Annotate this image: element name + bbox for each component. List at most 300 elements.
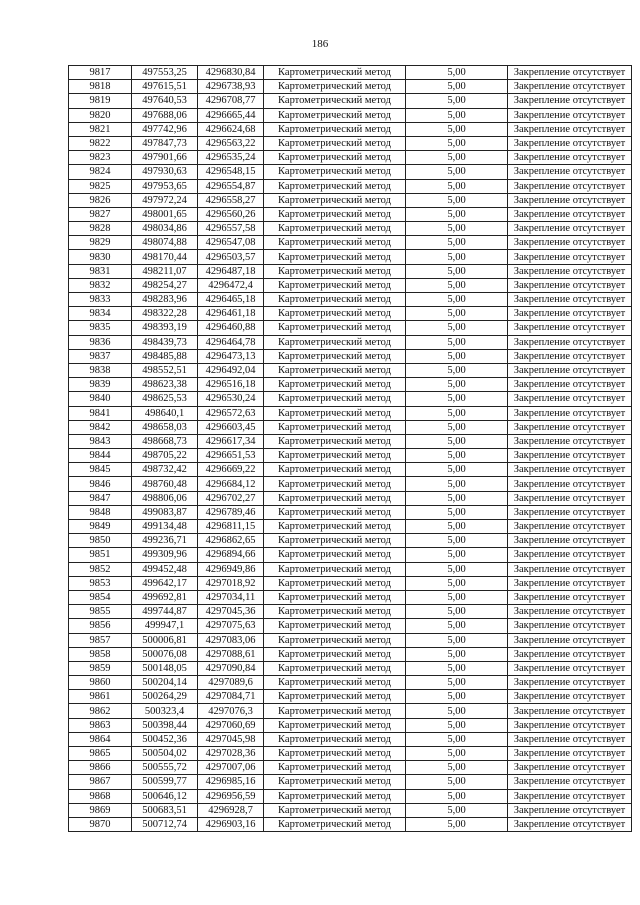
accuracy-cell: 5,00	[406, 363, 508, 377]
accuracy-cell: 5,00	[406, 293, 508, 307]
method-cell: Картометрический метод	[264, 293, 406, 307]
x-coordinate-cell: 500076,08	[132, 647, 198, 661]
method-cell: Картометрический метод	[264, 775, 406, 789]
y-coordinate-cell: 4296465,18	[198, 293, 264, 307]
point-number-cell: 9832	[69, 278, 132, 292]
description-cell: Закрепление отсутствует	[508, 66, 632, 80]
description-cell: Закрепление отсутствует	[508, 704, 632, 718]
x-coordinate-cell: 498658,03	[132, 420, 198, 434]
y-coordinate-cell: 4296473,13	[198, 349, 264, 363]
y-coordinate-cell: 4296503,57	[198, 250, 264, 264]
method-cell: Картометрический метод	[264, 363, 406, 377]
y-coordinate-cell: 4296530,24	[198, 392, 264, 406]
table-row	[69, 817, 632, 831]
method-cell: Картометрический метод	[264, 803, 406, 817]
table-row	[69, 378, 632, 392]
point-number-cell: 9822	[69, 136, 132, 150]
x-coordinate-cell: 498074,88	[132, 236, 198, 250]
method-cell: Картометрический метод	[264, 80, 406, 94]
accuracy-cell: 5,00	[406, 775, 508, 789]
x-coordinate-cell: 500204,14	[132, 676, 198, 690]
x-coordinate-cell: 497847,73	[132, 136, 198, 150]
description-cell: Закрепление отсутствует	[508, 676, 632, 690]
description-cell: Закрепление отсутствует	[508, 349, 632, 363]
method-cell: Картометрический метод	[264, 108, 406, 122]
y-coordinate-cell: 4296665,44	[198, 108, 264, 122]
description-cell: Закрепление отсутствует	[508, 80, 632, 94]
y-coordinate-cell: 4296985,16	[198, 775, 264, 789]
table-row	[69, 789, 632, 803]
accuracy-cell: 5,00	[406, 236, 508, 250]
description-cell: Закрепление отсутствует	[508, 718, 632, 732]
description-cell: Закрепление отсутствует	[508, 335, 632, 349]
y-coordinate-cell: 4296560,26	[198, 207, 264, 221]
x-coordinate-cell: 498732,42	[132, 463, 198, 477]
table-row	[69, 704, 632, 718]
point-number-cell: 9836	[69, 335, 132, 349]
method-cell: Картометрический метод	[264, 406, 406, 420]
method-cell: Картометрический метод	[264, 151, 406, 165]
y-coordinate-cell: 4297060,69	[198, 718, 264, 732]
description-cell: Закрепление отсутствует	[508, 505, 632, 519]
y-coordinate-cell: 4296572,63	[198, 406, 264, 420]
table-row	[69, 661, 632, 675]
table-row	[69, 420, 632, 434]
y-coordinate-cell: 4296928,7	[198, 803, 264, 817]
method-cell: Картометрический метод	[264, 449, 406, 463]
description-cell: Закрепление отсутствует	[508, 406, 632, 420]
method-cell: Картометрический метод	[264, 505, 406, 519]
point-number-cell: 9860	[69, 676, 132, 690]
point-number-cell: 9818	[69, 80, 132, 94]
x-coordinate-cell: 499642,17	[132, 576, 198, 590]
method-cell: Картометрический метод	[264, 179, 406, 193]
y-coordinate-cell: 4297083,06	[198, 633, 264, 647]
x-coordinate-cell: 500323,4	[132, 704, 198, 718]
accuracy-cell: 5,00	[406, 136, 508, 150]
y-coordinate-cell: 4296460,88	[198, 321, 264, 335]
method-cell: Картометрический метод	[264, 335, 406, 349]
x-coordinate-cell: 498211,07	[132, 264, 198, 278]
method-cell: Картометрический метод	[264, 434, 406, 448]
table-row	[69, 179, 632, 193]
table-row	[69, 747, 632, 761]
y-coordinate-cell: 4296624,68	[198, 122, 264, 136]
x-coordinate-cell: 498001,65	[132, 207, 198, 221]
y-coordinate-cell: 4297045,36	[198, 605, 264, 619]
method-cell: Картометрический метод	[264, 321, 406, 335]
accuracy-cell: 5,00	[406, 562, 508, 576]
method-cell: Картометрический метод	[264, 136, 406, 150]
method-cell: Картометрический метод	[264, 307, 406, 321]
description-cell: Закрепление отсутствует	[508, 193, 632, 207]
x-coordinate-cell: 500148,05	[132, 661, 198, 675]
description-cell: Закрепление отсутствует	[508, 434, 632, 448]
accuracy-cell: 5,00	[406, 250, 508, 264]
method-cell: Картометрический метод	[264, 122, 406, 136]
accuracy-cell: 5,00	[406, 434, 508, 448]
point-number-cell: 9833	[69, 293, 132, 307]
point-number-cell: 9858	[69, 647, 132, 661]
accuracy-cell: 5,00	[406, 278, 508, 292]
table-row	[69, 335, 632, 349]
description-cell: Закрепление отсутствует	[508, 590, 632, 604]
table-row	[69, 193, 632, 207]
table-row	[69, 534, 632, 548]
accuracy-cell: 5,00	[406, 264, 508, 278]
point-number-cell: 9868	[69, 789, 132, 803]
description-cell: Закрепление отсутствует	[508, 775, 632, 789]
description-cell: Закрепление отсутствует	[508, 647, 632, 661]
x-coordinate-cell: 497615,51	[132, 80, 198, 94]
y-coordinate-cell: 4296738,93	[198, 80, 264, 94]
point-number-cell: 9855	[69, 605, 132, 619]
point-number-cell: 9843	[69, 434, 132, 448]
point-number-cell: 9834	[69, 307, 132, 321]
accuracy-cell: 5,00	[406, 307, 508, 321]
accuracy-cell: 5,00	[406, 349, 508, 363]
method-cell: Картометрический метод	[264, 676, 406, 690]
y-coordinate-cell: 4296894,66	[198, 548, 264, 562]
accuracy-cell: 5,00	[406, 718, 508, 732]
accuracy-cell: 5,00	[406, 378, 508, 392]
accuracy-cell: 5,00	[406, 817, 508, 831]
accuracy-cell: 5,00	[406, 122, 508, 136]
accuracy-cell: 5,00	[406, 647, 508, 661]
y-coordinate-cell: 4297018,92	[198, 576, 264, 590]
accuracy-cell: 5,00	[406, 392, 508, 406]
x-coordinate-cell: 497742,96	[132, 122, 198, 136]
table-row	[69, 803, 632, 817]
table-row	[69, 207, 632, 221]
y-coordinate-cell: 4296547,08	[198, 236, 264, 250]
description-cell: Закрепление отсутствует	[508, 732, 632, 746]
description-cell: Закрепление отсутствует	[508, 122, 632, 136]
table-row	[69, 505, 632, 519]
point-number-cell: 9826	[69, 193, 132, 207]
method-cell: Картометрический метод	[264, 94, 406, 108]
x-coordinate-cell: 498668,73	[132, 434, 198, 448]
y-coordinate-cell: 4296487,18	[198, 264, 264, 278]
description-cell: Закрепление отсутствует	[508, 151, 632, 165]
y-coordinate-cell: 4296903,16	[198, 817, 264, 831]
point-number-cell: 9820	[69, 108, 132, 122]
method-cell: Картометрический метод	[264, 619, 406, 633]
method-cell: Картометрический метод	[264, 349, 406, 363]
y-coordinate-cell: 4296956,59	[198, 789, 264, 803]
point-number-cell: 9842	[69, 420, 132, 434]
method-cell: Картометрический метод	[264, 420, 406, 434]
y-coordinate-cell: 4296492,04	[198, 363, 264, 377]
description-cell: Закрепление отсутствует	[508, 236, 632, 250]
description-cell: Закрепление отсутствует	[508, 94, 632, 108]
point-number-cell: 9847	[69, 491, 132, 505]
table-row	[69, 122, 632, 136]
table-row	[69, 775, 632, 789]
y-coordinate-cell: 4297028,36	[198, 747, 264, 761]
x-coordinate-cell: 497640,53	[132, 94, 198, 108]
accuracy-cell: 5,00	[406, 690, 508, 704]
x-coordinate-cell: 498034,86	[132, 222, 198, 236]
point-number-cell: 9850	[69, 534, 132, 548]
method-cell: Картометрический метод	[264, 718, 406, 732]
y-coordinate-cell: 4296789,46	[198, 505, 264, 519]
description-cell: Закрепление отсутствует	[508, 477, 632, 491]
accuracy-cell: 5,00	[406, 491, 508, 505]
x-coordinate-cell: 498552,51	[132, 363, 198, 377]
description-cell: Закрепление отсутствует	[508, 548, 632, 562]
x-coordinate-cell: 500683,51	[132, 803, 198, 817]
point-number-cell: 9840	[69, 392, 132, 406]
y-coordinate-cell: 4296472,4	[198, 278, 264, 292]
point-number-cell: 9824	[69, 165, 132, 179]
table-row	[69, 619, 632, 633]
method-cell: Картометрический метод	[264, 704, 406, 718]
method-cell: Картометрический метод	[264, 562, 406, 576]
description-cell: Закрепление отсутствует	[508, 420, 632, 434]
table-row	[69, 562, 632, 576]
point-number-cell: 9839	[69, 378, 132, 392]
table-row	[69, 278, 632, 292]
accuracy-cell: 5,00	[406, 477, 508, 491]
x-coordinate-cell: 499947,1	[132, 619, 198, 633]
method-cell: Картометрический метод	[264, 590, 406, 604]
method-cell: Картометрический метод	[264, 264, 406, 278]
method-cell: Картометрический метод	[264, 392, 406, 406]
method-cell: Картометрический метод	[264, 605, 406, 619]
point-number-cell: 9829	[69, 236, 132, 250]
table-row	[69, 363, 632, 377]
point-number-cell: 9864	[69, 732, 132, 746]
table-row	[69, 449, 632, 463]
accuracy-cell: 5,00	[406, 548, 508, 562]
description-cell: Закрепление отсутствует	[508, 803, 632, 817]
accuracy-cell: 5,00	[406, 449, 508, 463]
point-number-cell: 9838	[69, 363, 132, 377]
y-coordinate-cell: 4296949,86	[198, 562, 264, 576]
table-row	[69, 392, 632, 406]
point-number-cell: 9869	[69, 803, 132, 817]
accuracy-cell: 5,00	[406, 94, 508, 108]
point-number-cell: 9852	[69, 562, 132, 576]
table-row	[69, 491, 632, 505]
accuracy-cell: 5,00	[406, 108, 508, 122]
method-cell: Картометрический метод	[264, 817, 406, 831]
table-row	[69, 633, 632, 647]
table-row	[69, 463, 632, 477]
point-number-cell: 9856	[69, 619, 132, 633]
description-cell: Закрепление отсутствует	[508, 207, 632, 221]
description-cell: Закрепление отсутствует	[508, 250, 632, 264]
point-number-cell: 9823	[69, 151, 132, 165]
y-coordinate-cell: 4297076,3	[198, 704, 264, 718]
accuracy-cell: 5,00	[406, 321, 508, 335]
method-cell: Картометрический метод	[264, 548, 406, 562]
table-row	[69, 690, 632, 704]
accuracy-cell: 5,00	[406, 207, 508, 221]
description-cell: Закрепление отсутствует	[508, 605, 632, 619]
accuracy-cell: 5,00	[406, 590, 508, 604]
x-coordinate-cell: 498254,27	[132, 278, 198, 292]
y-coordinate-cell: 4296535,24	[198, 151, 264, 165]
table-row	[69, 264, 632, 278]
x-coordinate-cell: 498640,1	[132, 406, 198, 420]
table-row	[69, 307, 632, 321]
accuracy-cell: 5,00	[406, 420, 508, 434]
description-cell: Закрепление отсутствует	[508, 817, 632, 831]
description-cell: Закрепление отсутствует	[508, 307, 632, 321]
method-cell: Картометрический метод	[264, 193, 406, 207]
x-coordinate-cell: 500555,72	[132, 761, 198, 775]
x-coordinate-cell: 498485,88	[132, 349, 198, 363]
x-coordinate-cell: 499452,48	[132, 562, 198, 576]
table-row	[69, 548, 632, 562]
y-coordinate-cell: 4297007,06	[198, 761, 264, 775]
y-coordinate-cell: 4297075,63	[198, 619, 264, 633]
method-cell: Картометрический метод	[264, 747, 406, 761]
y-coordinate-cell: 4296464,78	[198, 335, 264, 349]
method-cell: Картометрический метод	[264, 576, 406, 590]
table-row	[69, 66, 632, 80]
method-cell: Картометрический метод	[264, 165, 406, 179]
description-cell: Закрепление отсутствует	[508, 293, 632, 307]
table-row	[69, 94, 632, 108]
accuracy-cell: 5,00	[406, 66, 508, 80]
method-cell: Картометрический метод	[264, 378, 406, 392]
y-coordinate-cell: 4296558,27	[198, 193, 264, 207]
point-number-cell: 9870	[69, 817, 132, 831]
x-coordinate-cell: 498439,73	[132, 335, 198, 349]
method-cell: Картометрический метод	[264, 463, 406, 477]
accuracy-cell: 5,00	[406, 151, 508, 165]
x-coordinate-cell: 499134,48	[132, 520, 198, 534]
method-cell: Картометрический метод	[264, 222, 406, 236]
accuracy-cell: 5,00	[406, 534, 508, 548]
y-coordinate-cell: 4296461,18	[198, 307, 264, 321]
method-cell: Картометрический метод	[264, 732, 406, 746]
point-number-cell: 9817	[69, 66, 132, 80]
description-cell: Закрепление отсутствует	[508, 222, 632, 236]
description-cell: Закрепление отсутствует	[508, 619, 632, 633]
point-number-cell: 9853	[69, 576, 132, 590]
point-number-cell: 9827	[69, 207, 132, 221]
page-number: 186	[311, 38, 329, 50]
y-coordinate-cell: 4296862,65	[198, 534, 264, 548]
x-coordinate-cell: 499083,87	[132, 505, 198, 519]
point-number-cell: 9867	[69, 775, 132, 789]
x-coordinate-cell: 500646,12	[132, 789, 198, 803]
y-coordinate-cell: 4296548,15	[198, 165, 264, 179]
accuracy-cell: 5,00	[406, 803, 508, 817]
table-row	[69, 293, 632, 307]
description-cell: Закрепление отсутствует	[508, 363, 632, 377]
table-body	[69, 66, 632, 832]
point-number-cell: 9837	[69, 349, 132, 363]
y-coordinate-cell: 4296811,15	[198, 520, 264, 534]
x-coordinate-cell: 497688,06	[132, 108, 198, 122]
x-coordinate-cell: 497930,63	[132, 165, 198, 179]
method-cell: Картометрический метод	[264, 690, 406, 704]
y-coordinate-cell: 4296563,22	[198, 136, 264, 150]
x-coordinate-cell: 500599,77	[132, 775, 198, 789]
table-row	[69, 676, 632, 690]
point-number-cell: 9862	[69, 704, 132, 718]
table-row	[69, 590, 632, 604]
method-cell: Картометрический метод	[264, 278, 406, 292]
x-coordinate-cell: 497972,24	[132, 193, 198, 207]
table-row	[69, 732, 632, 746]
y-coordinate-cell: 4297088,61	[198, 647, 264, 661]
description-cell: Закрепление отсутствует	[508, 761, 632, 775]
y-coordinate-cell: 4297089,6	[198, 676, 264, 690]
x-coordinate-cell: 500452,36	[132, 732, 198, 746]
point-number-cell: 9831	[69, 264, 132, 278]
method-cell: Картометрический метод	[264, 207, 406, 221]
y-coordinate-cell: 4296557,58	[198, 222, 264, 236]
description-cell: Закрепление отсутствует	[508, 633, 632, 647]
description-cell: Закрепление отсутствует	[508, 449, 632, 463]
table-row	[69, 80, 632, 94]
x-coordinate-cell: 498760,48	[132, 477, 198, 491]
x-coordinate-cell: 498625,53	[132, 392, 198, 406]
table-row	[69, 151, 632, 165]
table-row	[69, 520, 632, 534]
table-row	[69, 108, 632, 122]
point-number-cell: 9854	[69, 590, 132, 604]
coordinates-table	[68, 65, 632, 832]
y-coordinate-cell: 4296554,87	[198, 179, 264, 193]
y-coordinate-cell: 4297034,11	[198, 590, 264, 604]
accuracy-cell: 5,00	[406, 676, 508, 690]
method-cell: Картометрический метод	[264, 491, 406, 505]
accuracy-cell: 5,00	[406, 789, 508, 803]
description-cell: Закрепление отсутствует	[508, 576, 632, 590]
x-coordinate-cell: 498393,19	[132, 321, 198, 335]
y-coordinate-cell: 4296516,18	[198, 378, 264, 392]
method-cell: Картометрический метод	[264, 761, 406, 775]
table-row	[69, 605, 632, 619]
description-cell: Закрепление отсутствует	[508, 463, 632, 477]
point-number-cell: 9835	[69, 321, 132, 335]
y-coordinate-cell: 4296702,27	[198, 491, 264, 505]
description-cell: Закрепление отсутствует	[508, 165, 632, 179]
description-cell: Закрепление отсутствует	[508, 321, 632, 335]
accuracy-cell: 5,00	[406, 335, 508, 349]
x-coordinate-cell: 498623,38	[132, 378, 198, 392]
method-cell: Картометрический метод	[264, 520, 406, 534]
table-row	[69, 165, 632, 179]
accuracy-cell: 5,00	[406, 633, 508, 647]
point-number-cell: 9845	[69, 463, 132, 477]
description-cell: Закрепление отсутствует	[508, 534, 632, 548]
x-coordinate-cell: 500504,02	[132, 747, 198, 761]
description-cell: Закрепление отсутствует	[508, 491, 632, 505]
accuracy-cell: 5,00	[406, 619, 508, 633]
x-coordinate-cell: 498170,44	[132, 250, 198, 264]
table-row	[69, 761, 632, 775]
table-row	[69, 477, 632, 491]
y-coordinate-cell: 4296669,22	[198, 463, 264, 477]
point-number-cell: 9830	[69, 250, 132, 264]
table-row	[69, 236, 632, 250]
point-number-cell: 9857	[69, 633, 132, 647]
accuracy-cell: 5,00	[406, 80, 508, 94]
accuracy-cell: 5,00	[406, 165, 508, 179]
method-cell: Картометрический метод	[264, 789, 406, 803]
method-cell: Картометрический метод	[264, 66, 406, 80]
table-row	[69, 434, 632, 448]
description-cell: Закрепление отсутствует	[508, 278, 632, 292]
